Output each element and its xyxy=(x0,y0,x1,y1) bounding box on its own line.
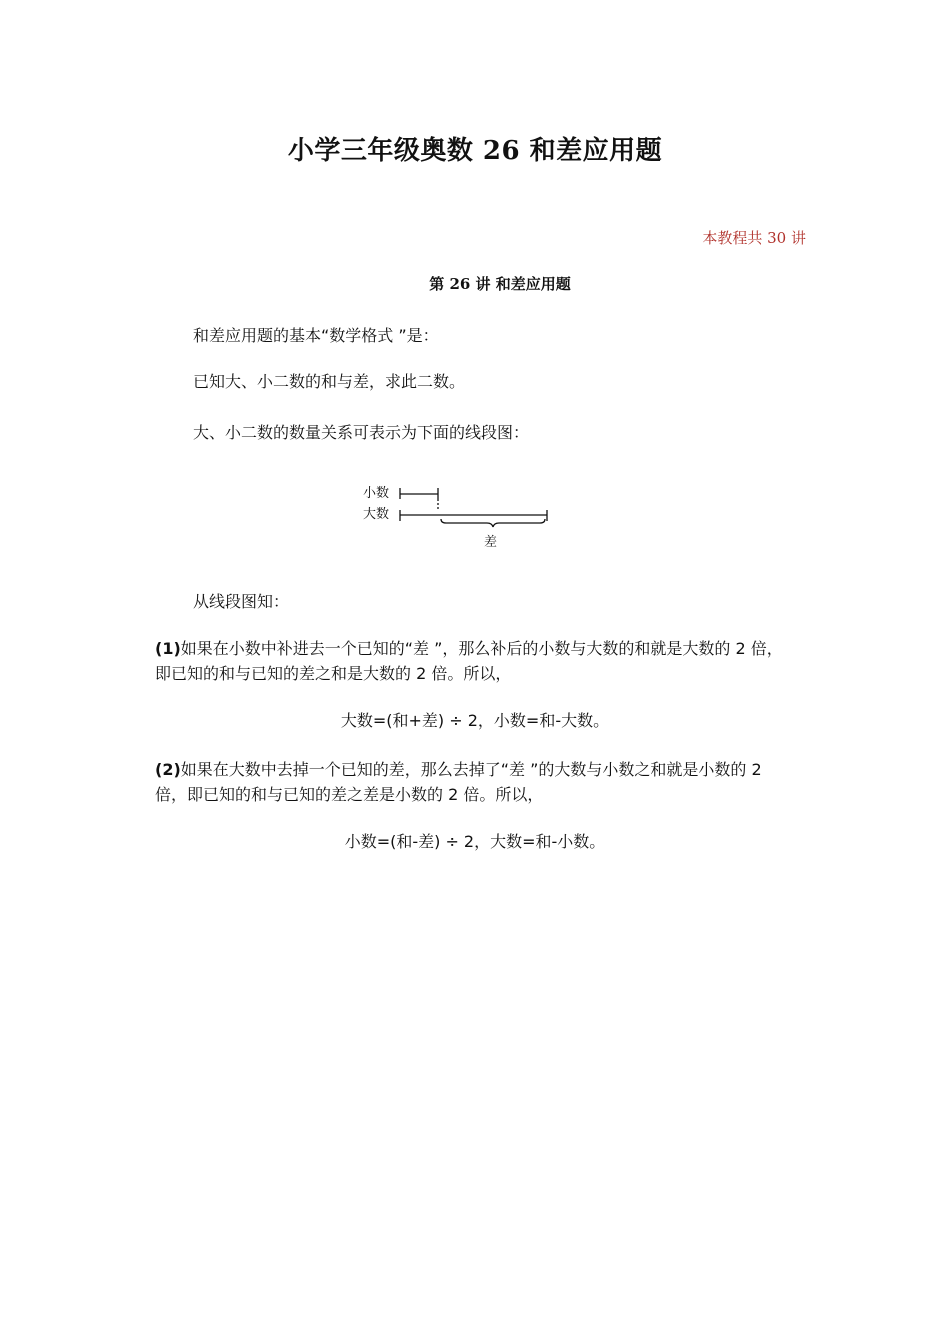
case-1-paragraph xyxy=(155,636,795,686)
paragraph-known: 已知大、小二数的和与差，求此二数。 xyxy=(193,372,466,391)
case-1-text: 如果在小数中补进去一个已知的“差 ”，那么补后的小数与大数的和就是大数的 2 倍，即已知的和与已知的差之和是大数的 2 倍。所以， xyxy=(155,639,783,683)
lecture-title: 第 26 讲 和差应用题 xyxy=(429,275,571,293)
case-2-paragraph xyxy=(155,757,795,807)
case-2-formula: 小数=(和-差) ÷ 2，大数=和-小数。 xyxy=(344,832,606,851)
series-note: 本教程共 30 讲 xyxy=(702,229,806,247)
case-1-number: (1) xyxy=(155,639,181,658)
case-1-formula: 大数=(和+差) ÷ 2，小数=和-大数。 xyxy=(340,711,610,730)
page-title: 小学三年级奥数 26 和差应用题 xyxy=(287,136,663,166)
paragraph-from-diagram: 从线段图知： xyxy=(193,592,290,611)
diagram-difference-label: 差 xyxy=(484,535,498,550)
diagram-small-label: 小数 xyxy=(363,486,390,501)
paragraph-relation: 大、小二数的数量关系可表示为下面的线段图： xyxy=(193,423,530,442)
case-2-text: 如果在大数中去掉一个已知的差，那么去掉了“差 ”的大数与小数之和就是小数的 2 倍，即已知的和与已知的差之差是小数的 2 倍。所以， xyxy=(155,760,762,804)
paragraph-format: 和差应用题的基本“数学格式 ”是： xyxy=(193,326,439,345)
case-2-number: (2) xyxy=(155,760,181,779)
diagram-large-label: 大数 xyxy=(363,507,390,522)
line-segment-diagram xyxy=(355,480,565,555)
difference-brace xyxy=(441,519,545,527)
